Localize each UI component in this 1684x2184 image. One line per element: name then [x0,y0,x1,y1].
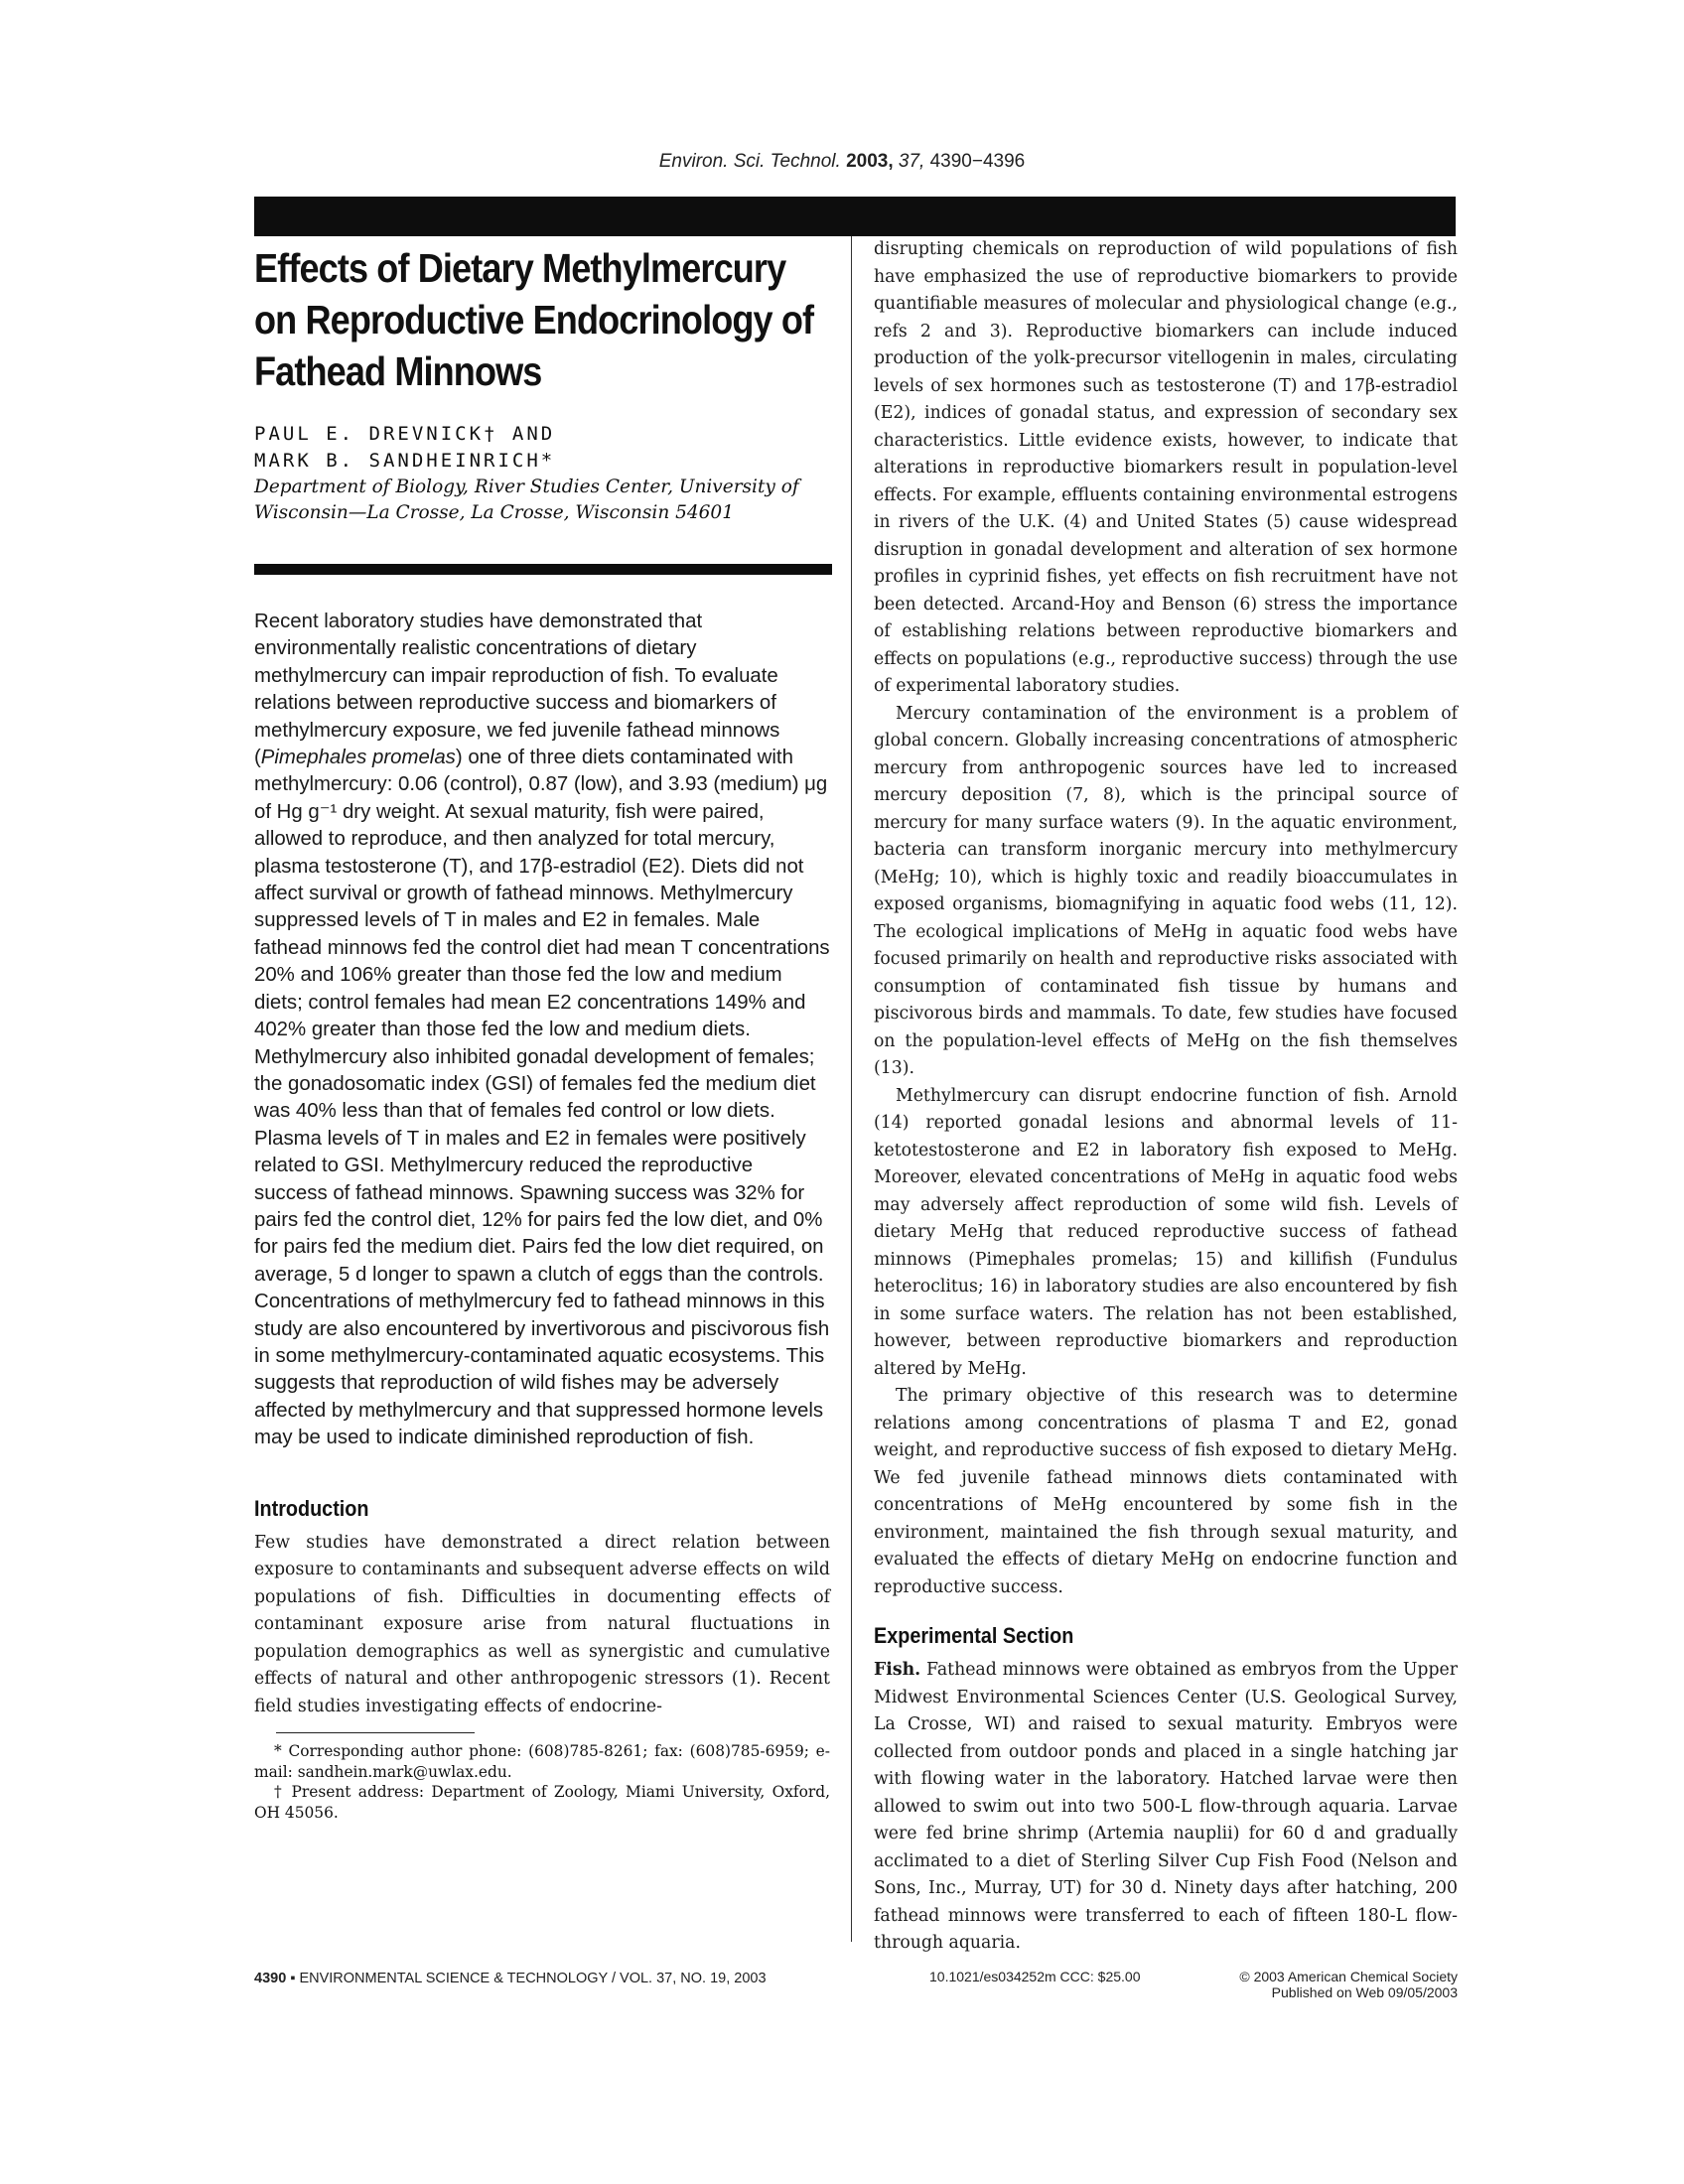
journal-name: Environ. Sci. Technol. [658,151,841,172]
abstract-text-2: ) one of three diets contaminated with methylmercury: 0.06 (control), 0.87 (low), and 3.93 (medium) μg of Hg g⁻¹ dry weight. At sexual maturity, fish were paired, allowed to reproduce, and then analyzed for total mercury, plasma testosterone (T), and 17β-estradiol (E2). Diets did not affect survival or growth of fathead minnows. Methylmercury suppressed levels of T in males and E2 in females. Male fathead minnows fed the control diet had mean T concentrations 20% and 106% greater than those fed the low and medium diets; control females had mean E2 concentrations 149% and 402% greater than those fed the low and medium diets. Methylmercury also inhibited gonadal development of females; the gonadosomatic index (GSI) of females fed the medium diet was 40% less than that of females fed control or low diets. Plasma levels of T in males and E2 in females were positively related to GSI. Methylmercury reduced the reproductive success of fathead minnows. Spawning success was 32% for pairs fed the control diet, 12% for pairs fed the low diet, and 0% for pairs fed the medium diet. Pairs fed the low diet required, on average, 5 d longer to spawn a clutch of eggs than the controls. Concentrations of methylmercury fed to fathead minnows in this study are also encountered by invertivorous and piscivorous fish in some methylmercury-contaminated aquatic ecosystems. This suggests that reproduction of wild fishes may be adversely affected by methylmercury and that suppressed hormone levels may be used to indicate diminished reproduction of fish. [254,747,830,1449]
introduction-paragraph-1-cont: disrupting chemicals on reproduction of wild populations of fish have emphasized the use of reproductive biomarkers to provide quantifiable measures of molecular and physiological change (e.g., refs 2 and 3). Reproductive biomarkers can include induced production of the yolk-precursor vitellogenin in males, circulating levels of sex hormones such as testosterone (T) and 17β-estradiol (E2), indices of gonadal status, and expression of secondary sex characteristics. Little evidence exists, however, to indicate that alterations in reproductive biomarkers result in population-level effects. For example, effluents containing environmental estrogens in rivers of the U.K. (4) and United States (5) cause widespread disruption in gonadal development and alteration of sex hormone profiles in cyprinid fishes, yet effects on fish recruitment have not been detected. Arcand-Hoy and Benson (6) stress the importance of establishing relations between reproductive biomarkers and effects on populations (e.g., reproductive success) through the use of experimental laboratory studies. [874,239,1458,696]
footnote-rule [276,1732,475,1733]
footer-publication [929,1969,1458,2000]
authors-line-2: MARK B. SANDHEINRICH* [254,450,556,472]
page-number: 4390 [254,1971,287,1986]
footer-journal [254,1971,767,1986]
introduction-paragraph-3: Methylmercury can disrupt endocrine function of fish. Arnold (14) reported gonadal lesions and abnormal levels of 11-ketotestosterone and E2 in laboratory fish exposed to MeHg. Moreover, elevated concentrations of MeHg in aquatic food webs may adversely affect reproduction of some wild fish. Levels of dietary MeHg that reduced reproductive success of fathead minnows (Pimephales promelas; 15) and killifish (Fundulus heteroclitus; 16) in laboratory studies are also encountered by fish in some surface waters. The relation has not been established, however, between reproductive biomarkers and reproduction altered by MeHg. [874,1085,1458,1379]
introduction-paragraph-4: The primary objective of this research was to determine relations among concentrations of plasma T and E2, gonad weight, and reproductive success of fish exposed to dietary MeHg. We fed juvenile fathead minnows diets contaminated with concentrations of MeHg encountered by some fish in the environment, maintained the fish through sexual maturity, and evaluated the effects of dietary MeHg on endocrine function and reproductive success. [874,1386,1458,1597]
footnote-corresponding: * Corresponding author phone: (608)785-8261; fax: (608)785-6959; e-mail: sandhein.mark@uwlax.edu. [254,1742,830,1781]
affiliation: Department of Biology, River Studies Center, University of Wisconsin—La Crosse, La Crosse, Wisconsin 54601 [254,477,799,523]
introduction-paragraph-1: Few studies have demonstrated a direct relation between exposure to contaminants and subsequent adverse effects on wild populations of fish. Difficulties in documenting effects of contaminant exposure arise from natural fluctuations in population demographics as well as synergistic and cumulative effects of natural and other anthropogenic stressors (1). Recent field studies investigating effects of endocrine- [254,1532,830,1716]
column-divider [851,236,852,1942]
header-rule [254,197,1456,236]
footer-copyright: © 2003 American Chemical Society [1239,1969,1458,1984]
abstract-species: Pimephales promelas [260,747,456,769]
footer-row-1 [929,1969,1458,1984]
footer-published: Published on Web 09/05/2003 [1271,1984,1458,2000]
journal-year: 2003, [846,151,894,172]
authors-line-1: PAUL E. DREVNICK† AND [254,423,556,445]
right-column [874,236,1458,1958]
footnote-present-address: † Present address: Department of Zoology, Miami University, Oxford, OH 45056. [254,1783,830,1822]
footer-journal-line: ▪ ENVIRONMENTAL SCIENCE & TECHNOLOGY / VOL. 37, NO. 19, 2003 [290,1971,767,1986]
introduction-heading: Introduction [254,1495,369,1521]
experimental-paragraph-1 [874,1657,1458,1958]
experimental-heading: Experimental Section [874,1623,1074,1648]
introduction-paragraph-2: Mercury contamination of the environment is a problem of global concern. Globally increasing concentrations of atmospheric mercury from anthropogenic sources have led to increased mercury deposition (7, 8), which is the principal source of mercury for many surface waters (9). In the aquatic environment, bacteria can transform inorganic mercury into methylmercury (MeHg; 10), which is highly toxic and readily bioaccumulates in exposed organisms, biomagnifying in aquatic food webs (11, 12). The ecological implications of MeHg in aquatic food webs have focused primarily on health and reproductive risks associated with consumption of contaminated fish tissue by humans and piscivorous birds and mammals. To date, few studies have focused on the population-level effects of MeHg on the fish themselves (13). [874,703,1458,1078]
fish-paragraph-text: Fathead minnows were obtained as embryos from the Upper Midwest Environmental Sciences Center (U.S. Geological Survey, La Crosse, WI) and raised to sexual maturity. Embryos were collected from outdoor ponds and placed in a single hatching jar with flowing water in the laboratory. Hatched larvae were then allowed to swim out into two 500-L flow-through aquaria. Larvae were fed brine shrimp (Artemia nauplii) for 60 d and gradually acclimated to a diet of Sterling Silver Cup Fish Food (Nelson and Sons, Inc., Murray, UT) for 30 d. Ninety days after hatching, 200 fathead minnows were transferred to each of fifteen 180-L flow-through aquaria. [874,1660,1458,1953]
abstract-rule [254,564,832,575]
abstract-text-1: Recent laboratory studies have demonstrated that environmentally realistic concentrations of dietary methylmercury can impair reproduction of fish. To evaluate relations between reproductive success and biomarkers of methylmercury exposure, we fed juvenile fathead minnows ( [254,611,780,769]
journal-volume: 37, [898,151,925,172]
footer-doi: 10.1021/es034252m CCC: $25.00 [929,1969,1141,1984]
abstract [254,609,830,1452]
journal-pages: 4390−4396 [929,151,1026,172]
journal-header [0,151,1684,173]
article-title: Effects of Dietary Methylmercury on Reproductive Endocrinology of Fathead Minnows [254,245,814,394]
left-column [254,236,830,1823]
fish-run-in-heading: Fish. [874,1660,921,1680]
